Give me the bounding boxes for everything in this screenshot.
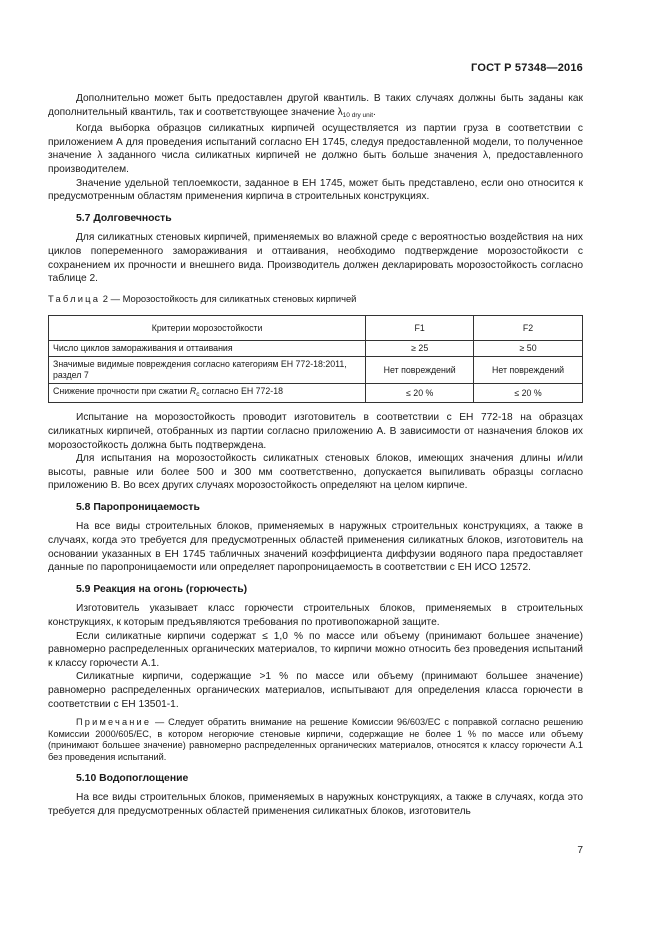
standard-number: ГОСТ Р 57348—2016 [471, 62, 583, 74]
table-caption: Таблица 2 — Морозостойкость для силикатных стеновых кирпичей [48, 292, 357, 304]
table-header-row [49, 316, 583, 341]
frost-resistance-table [48, 315, 583, 403]
section-5-9-paragraph-2: Если силикатные кирпичи содержат ≤ 1,0 % по массе или объему (принимают большее значение) равномерно распределенных органических материалов, то кирпичи можно относить без проведения испытаний к классу горючести А.1. [48, 630, 583, 669]
intro-paragraph-1: Дополнительно может быть предоставлен другой квантиль. В таких случаях должны быть заданы как дополнительный квантиль, так и соответствующее значение $\lambda_{10 dry unit}$. [48, 93, 583, 119]
lambda-subscript: 10 dry unit [342, 111, 374, 119]
table-cell: ≤ 20 % [366, 384, 474, 403]
section-5-7-paragraph: Для силикатных стеновых кирпичей, применяемых во влажной среде с вероятностью воздействия на них циклов попеременного замораживания и оттаивания, необходимо подтверждение морозостойкости с сохранением их прочности и внешнего вида. Производитель должен декларировать морозостойкость согласно таблице 2. [48, 232, 583, 285]
section-5-8-paragraph: На все виды строительных блоков, применяемых в наружных строительных конструкциях, а также в случаях, когда это требуется для предусмотренных областей применения силикатных блоков, изготовитель на основании указанных в ЕН 1745 табличных значений коэффициента диффузии водяного пара предоставляет данные по паропроницаемости или определяет паропроницаемость в соответствии с ЕН ИСО 12572. [48, 521, 583, 574]
page-number: 7 [577, 845, 583, 856]
table-row [49, 357, 583, 384]
section-5-9-paragraph-1: Изготовитель указывает класс горючести строительных блоков, применяемых в строительных конструкциях, к которым предъявляются требования по противопожарной защите. [48, 603, 583, 629]
table-row [49, 341, 583, 357]
table-cell: Нет повреждений [366, 357, 474, 384]
table-cell: Нет повреждений [474, 357, 583, 384]
table-cell: ≥ 25 [366, 341, 474, 357]
table-cell: ≥ 50 [474, 341, 583, 357]
after-table-paragraph-1: Испытание на морозостойкость проводит изготовитель в соответствии с ЕН 772-18 на образцах силикатных кирпичей, отобранных из партии согласно приложению А. В зависимости от назначения блоков их морозостойкость должна быть подтверждена. [48, 412, 583, 451]
table-header-f1: F1 [366, 316, 474, 341]
table-row [49, 384, 583, 403]
intro-paragraph-3: Значение удельной теплоемкости, заданное в ЕН 1745, может быть представлено, если оно относится к предусмотренным областям применения кирпича в строительных конструкциях. [48, 177, 583, 203]
section-heading-5-8: 5.8 Паропроницаемость [76, 501, 200, 513]
table-header-criteria: Критерии морозостойкости [49, 316, 366, 341]
table-cell: Число циклов замораживания и оттаивания [49, 341, 366, 357]
after-table-paragraph-2: Для испытания на морозостойкость силикатных стеновых блоков, имеющих значения длины и/или высоты, равные или более 500 и 300 мм соответственно, допускается выпиливать образцы согласно приложению В. Во всех других случаях морозостойкость определяют на целом кирпиче. [48, 453, 583, 492]
intro-paragraph-2: Когда выборка образцов силикатных кирпичей осуществляется из партии груза в соответствии с приложением А для проведения испытаний согласно ЕН 1745, следуя предоставленной модели, то полученное значение λ заданного числа силикатных кирпичей не должно быть больше значения λ, предоставленного производителем. [48, 123, 583, 175]
table-header-f2: F2 [474, 316, 583, 341]
table-cell: Снижение прочности при сжатии $R_c$ согласно ЕН 772-18 [49, 384, 366, 403]
section-heading-5-10: 5.10 Водопоглощение [76, 772, 189, 784]
note: Примечание — Следует обратить внимание на решение Комиссии 96/603/EC с поправкой согласно решению Комиссии 2000/605/EC, в котором негорючие стеновые кирпичи, содержащие не более 1 % по массе или объему (принимают большее значение) равномерно распределенных органических материалов, относятся к классу горючести А.1 без проведения испытаний. [48, 717, 583, 762]
section-5-9-paragraph-3: Силикатные кирпичи, содержащие >1 % по массе или объему (принимают большее значение) равномерно распределенных органических материалов, испытывают для определения класса горючести в соответствии с ЕН 13501-1. [48, 671, 583, 710]
page-content [48, 92, 583, 818]
section-heading-5-9: 5.9 Реакция на огонь (горючесть) [76, 583, 248, 595]
section-5-10-paragraph: На все виды строительных блоков, применяемых в наружных конструкциях, а также в случаях, когда это требуется для предусмотренных областей применения силикатных блоков, изготовитель [48, 792, 583, 817]
table-cell: ≤ 20 % [474, 384, 583, 403]
table-cell: Значимые видимые повреждения согласно категориям ЕН 772-18:2011, раздел 7 [49, 357, 366, 384]
section-heading-5-7: 5.7 Долговечность [76, 212, 172, 224]
